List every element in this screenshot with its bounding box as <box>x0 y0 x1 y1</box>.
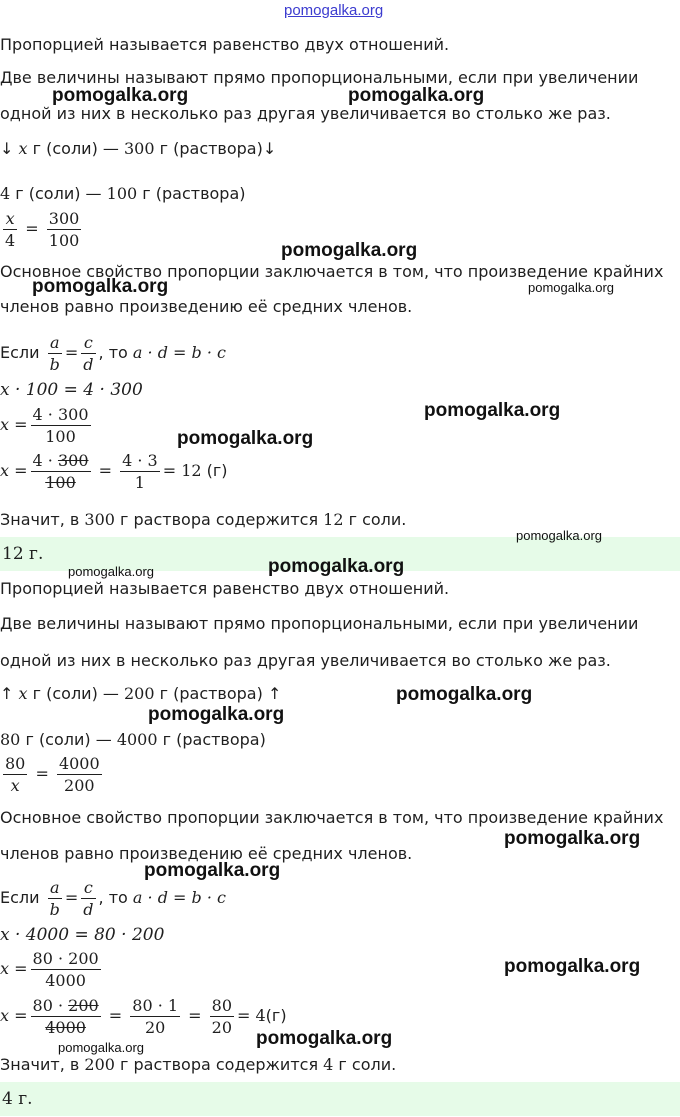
proportion-equation: $\frac{x}{4}$ = $\frac{300}{100}$ <box>5 209 80 250</box>
property-formula: Если $\frac{a}{b}$ = $\frac{c}{d}$ , то a · d = b · c <box>0 333 226 374</box>
watermark: pomogalka.org <box>516 528 602 543</box>
watermark: pomogalka.org <box>256 1028 393 1049</box>
up-arrow-icon: ↑ <box>0 684 14 703</box>
definition-direct-line1: Две величины называют прямо пропорциональными, если при увеличении <box>0 614 639 633</box>
watermark: pomogalka.org <box>268 556 405 577</box>
ratio-row-1: ↑ x г (соли) — 200 г (раствора) ↑ <box>0 684 282 703</box>
header-watermark-link[interactable]: pomogalka.org <box>284 2 384 19</box>
equation-2: x = $\frac{80 \cdot 200}{4000}$ <box>0 949 99 990</box>
watermark: pomogalka.org <box>348 85 485 106</box>
watermark: pomogalka.org <box>396 684 533 705</box>
watermark: pomogalka.org <box>52 85 189 106</box>
watermark: pomogalka.org <box>144 860 281 881</box>
watermark: pomogalka.org <box>528 280 614 295</box>
equation-3: x = $\frac{4 \cdot 300}{100}$ = $\frac{4 \cdot 3}{1}$ = 12 (г) <box>0 451 228 492</box>
definition-direct-line1: Две величины называют прямо пропорциональными, если при увеличении <box>0 68 639 87</box>
watermark: pomogalka.org <box>32 276 169 297</box>
watermark: pomogalka.org <box>504 828 641 849</box>
definition-direct-line2: одной из них в несколько раз другая увеличивается во столько же раз. <box>0 651 611 670</box>
definition-direct-line2: одной из них в несколько раз другая увеличивается во столько же раз. <box>0 104 611 123</box>
conclusion-2: Значит, в 200 г раствора содержится 4 г соли. <box>0 1055 397 1074</box>
watermark: pomogalka.org <box>504 956 641 977</box>
answer-box-1: 12 г. <box>0 537 680 571</box>
equation-1: x · 100 = 4 · 300 <box>0 380 143 400</box>
watermark: pomogalka.org <box>177 428 314 449</box>
property-line1: Основное свойство пропорции заключается в том, что произведение крайних <box>0 262 664 281</box>
watermark: pomogalka.org <box>58 1040 144 1055</box>
property-line2: членов равно произведению её средних членов. <box>0 297 413 316</box>
property-line1: Основное свойство пропорции заключается в том, что произведение крайних <box>0 808 664 827</box>
ratio-row-2: 4 г (соли) — 100 г (раствора) <box>0 184 246 203</box>
up-arrow-icon: ↑ <box>267 684 282 703</box>
equation-2: x = $\frac{4 \cdot 300}{100}$ <box>0 405 89 446</box>
watermark: pomogalka.org <box>424 400 561 421</box>
property-line2: членов равно произведению её средних членов. <box>0 844 413 863</box>
watermark: pomogalka.org <box>281 240 418 261</box>
equation-1: x · 4000 = 80 · 200 <box>0 925 165 945</box>
down-arrow-icon: ↓ <box>0 139 14 158</box>
property-formula: Если $\frac{a}{b}$ = $\frac{c}{d}$ , то a · d = b · c <box>0 878 226 919</box>
watermark: pomogalka.org <box>148 704 285 725</box>
answer-box-2: 4 г. <box>0 1082 680 1116</box>
ratio-row-1: ↓ x г (соли) — 300 г (раствора)↓ <box>0 139 277 158</box>
ratio-row-2: 80 г (соли) — 4000 г (раствора) <box>0 730 266 749</box>
equation-3: x = $\frac{80 \cdot 200}{4000}$ = $\frac{80 \cdot 1}{20}$ = $\frac{80}{20}$ = 4(г) <box>0 996 287 1037</box>
definition-proportion: Пропорцией называется равенство двух отношений. <box>0 579 450 598</box>
definition-proportion: Пропорцией называется равенство двух отношений. <box>0 35 450 54</box>
conclusion-1: Значит, в 300 г раствора содержится 12 г соли. <box>0 510 407 529</box>
down-arrow-icon: ↓ <box>262 139 277 158</box>
watermark: pomogalka.org <box>68 564 154 579</box>
proportion-equation: $\frac{80}{x}$ = $\frac{4000}{200}$ <box>5 754 100 795</box>
